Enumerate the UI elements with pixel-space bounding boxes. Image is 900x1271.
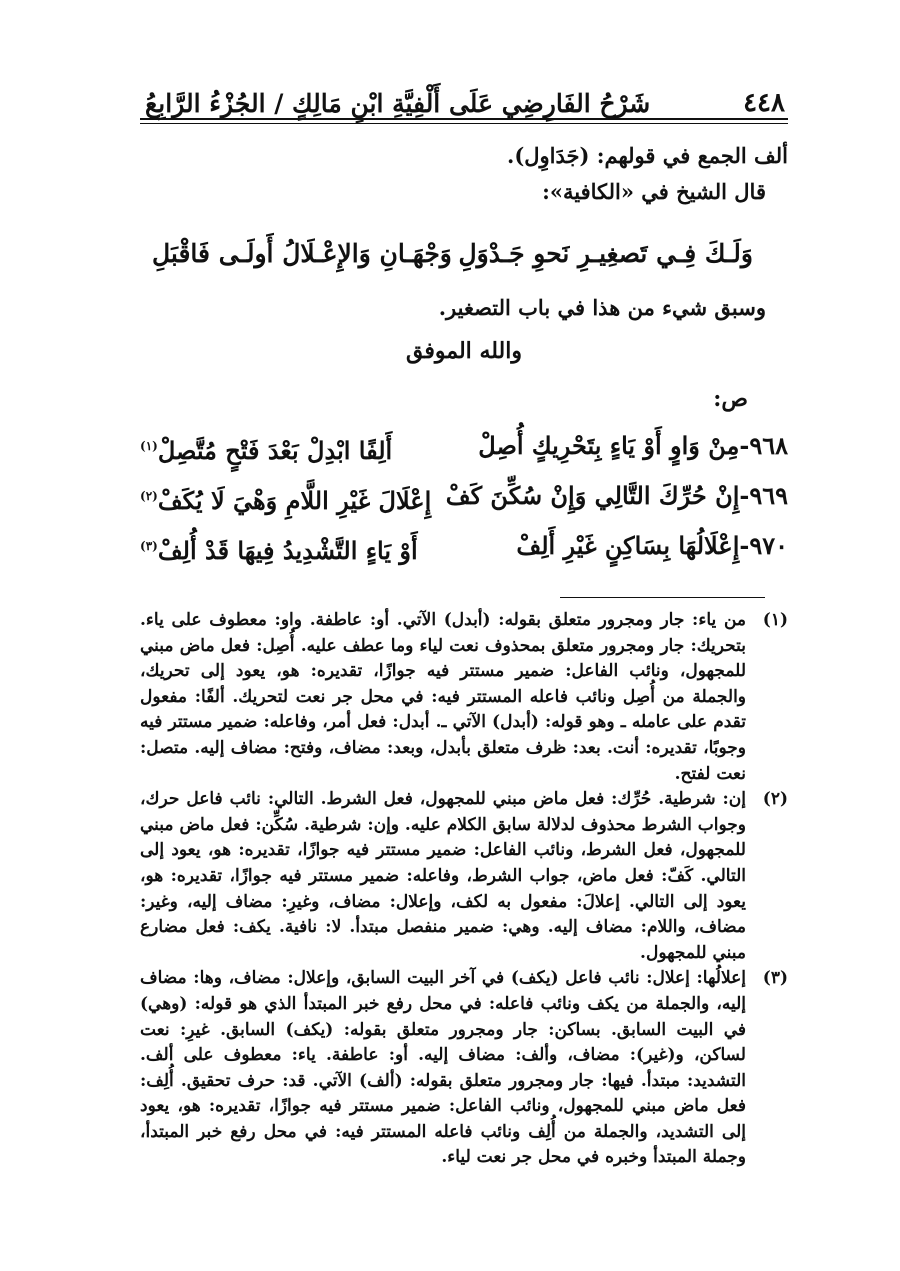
poem-line — [140, 474, 788, 518]
page-number: ٤٤٨ — [743, 88, 785, 118]
hemistich-text: -إِعْلَالُهَا بِسَاكِنٍ غَيْرِ أَلِفْ — [516, 531, 750, 560]
verse-number: ٩٦٩ — [749, 481, 788, 510]
header-rule-thin — [140, 123, 788, 124]
hemistich-text: -مِنْ وَاوٍ أَوْ يَاءٍ بِتَحْرِيكٍ أُصِلْ — [478, 431, 750, 460]
footnote-number: (١) — [762, 610, 788, 630]
footnote — [140, 608, 788, 787]
footnote-text: إعلالُها: إعلال: نائب فاعل (يكف) في آخر البيت السابق، وإعلال: مضاف، وها: مضاف إليه، والجملة من يكف ونائب فاعله: في محل رفع خبر المبتدأ الذي هو قوله: (وهي) في البيت السابق. بساكن: جار ومجرور متعلق بقوله: (يكف) السابق. غيرِ: نعت لساكن، و(غير): مضاف، وألف: مضاف إليه. أو: عاطفة. ياء: معطوف على ألف. التشديد: مبتدأ. فيها: جار ومجرور متعلق بقوله: (ألف) الآتي. قد: حرف تحقيق. أُلِف: فعل ماض مبني للمجهول، ونائب الفاعل: ضمير مستتر فيه جوازًا، تقديره: هو، يعود إلى التشديد، والجملة من أُلِف ونائب فاعله المستتر فيه: في محل رفع خبر المبتدأ، وجملة المبتدأ وخبره في محل جر نعت لياء. — [140, 968, 746, 1168]
footnote — [140, 787, 788, 966]
closing-phrase: والله الموفق — [406, 338, 522, 364]
hemistich-text: أَوْ يَاءٍ التَّشْدِيدُ فِيهَا قَدْ أُلِفْ — [157, 536, 418, 565]
header-rule — [140, 118, 788, 120]
poem-hemistich-left — [140, 424, 392, 468]
footnote-text: من ياء: جار ومجرور متعلق بقوله: (أبدل) الآتي. أو: عاطفة. واو: معطوف على ياء. بتحريك: جار ومجرور متعلق بمحذوف نعت لياء وما عطف عليه. أُصِل: فعل ماض مبني للمجهول، ونائب الفاعل: ضمير مستتر فيه جوازًا، تقديره: هو، يعود إلى تحريك، والجملة من أُصِل ونائب فاعله المستتر فيه: في محل جر نعت لتحريك. ألفًا: مفعول تقدم على عامله ـ وهو قوله: (أبدل) الآتي ـ. أبدل: فعل أمر، وفاعله: ضمير مستتر فيه وجوبًا، تقديره: أنت. بعد: ظرف متعلق بأبدل، وبعد: مضاف، وفتح: مضاف إليه. متصل: نعت لفتح. — [140, 610, 746, 784]
poem-hemistich-left — [140, 524, 418, 568]
verse-number: ٩٦٨ — [749, 431, 788, 460]
footnote — [140, 966, 788, 1171]
running-title: شَرْحُ الفَارِضِي عَلَى أَلْفِيَّةِ ابْنِ مَالِكٍ / الجُزْءُ الرَّابِعُ — [145, 89, 651, 118]
footnote-number: (٣) — [762, 968, 788, 989]
footnote-marker: (٢) — [140, 489, 158, 503]
alfiyya-poem — [140, 424, 788, 568]
footnote-separator — [560, 597, 765, 598]
main-text — [140, 138, 788, 574]
hemistich-text: إِعْلَالَ غَيْرِ اللَّامِ وَهْيَ لَا يُكَفْ — [157, 486, 432, 515]
footnotes — [140, 608, 788, 1171]
footnote-number: (٢) — [762, 789, 788, 810]
intro-paragraph: ألف الجمع في قولهم: (جَدَاوِل). — [507, 143, 788, 168]
poem-hemistich-left — [140, 474, 431, 518]
poem-line — [140, 524, 788, 568]
reference-note: وسبق شيء من هذا في باب التصغير. — [438, 295, 766, 320]
hemistich-text: -إِنْ حُرِّكَ التَّالِي وَإِنْ سُكِّنَ كَفْ — [445, 481, 750, 510]
page-header — [145, 72, 785, 118]
kafiya-verse — [152, 232, 753, 276]
verse-number: ٩٧٠ — [749, 531, 788, 560]
footnote-marker: (٣) — [140, 539, 158, 553]
verse-hemistich-right: وَلَـكَ فِـي تَصغِيـرِ نَحوِ جَـدْوَلِ — [458, 239, 753, 268]
hemistich-text: أَلِفًا ابْدِلْ بَعْدَ فَتْحٍ مُتَّصِلْ — [157, 436, 393, 465]
footnote-text: إن: شرطية. حُرِّك: فعل ماض مبني للمجهول، فعل الشرط. التالي: نائب فاعل حرك، وجواب الشرط محذوف لدلالة سابق الكلام عليه. وإن: شرطية. سُكِّن: فعل ماض مبني للمجهول، فعل الشرط، ونائب الفاعل: ضمير مستتر فيه جوازًا، تقديره: هو، يعود إلى التالي. كَفّ: فعل ماض، جواب الشرط، وفاعله: ضمير مستتر فيه جوازًا، تقديره: هو، يعود إلى التالي. إعلالَ: مفعول به لكف، وإعلال: مضاف، وغيرِ: مضاف إليه، وغير: مضاف، واللام: مضاف إليه. وهي: ضمير منفصل مبتدأ. لا: نافية. يكف: فعل مضارع مبني للمجهول. — [139, 789, 746, 963]
text-label: ص: — [713, 386, 748, 412]
poem-hemistich-right — [446, 474, 788, 518]
verse-hemistich-left: وَجْهَـانِ وَالإِعْـلَالُ أَولَـى فَاقْبَلِ — [152, 239, 452, 268]
poem-hemistich-right — [478, 424, 788, 468]
footnote-marker: (١) — [140, 439, 158, 453]
quote-intro: قال الشيخ في «الكافية»: — [542, 179, 766, 204]
poem-line — [140, 424, 788, 468]
poem-hemistich-right — [516, 524, 788, 568]
